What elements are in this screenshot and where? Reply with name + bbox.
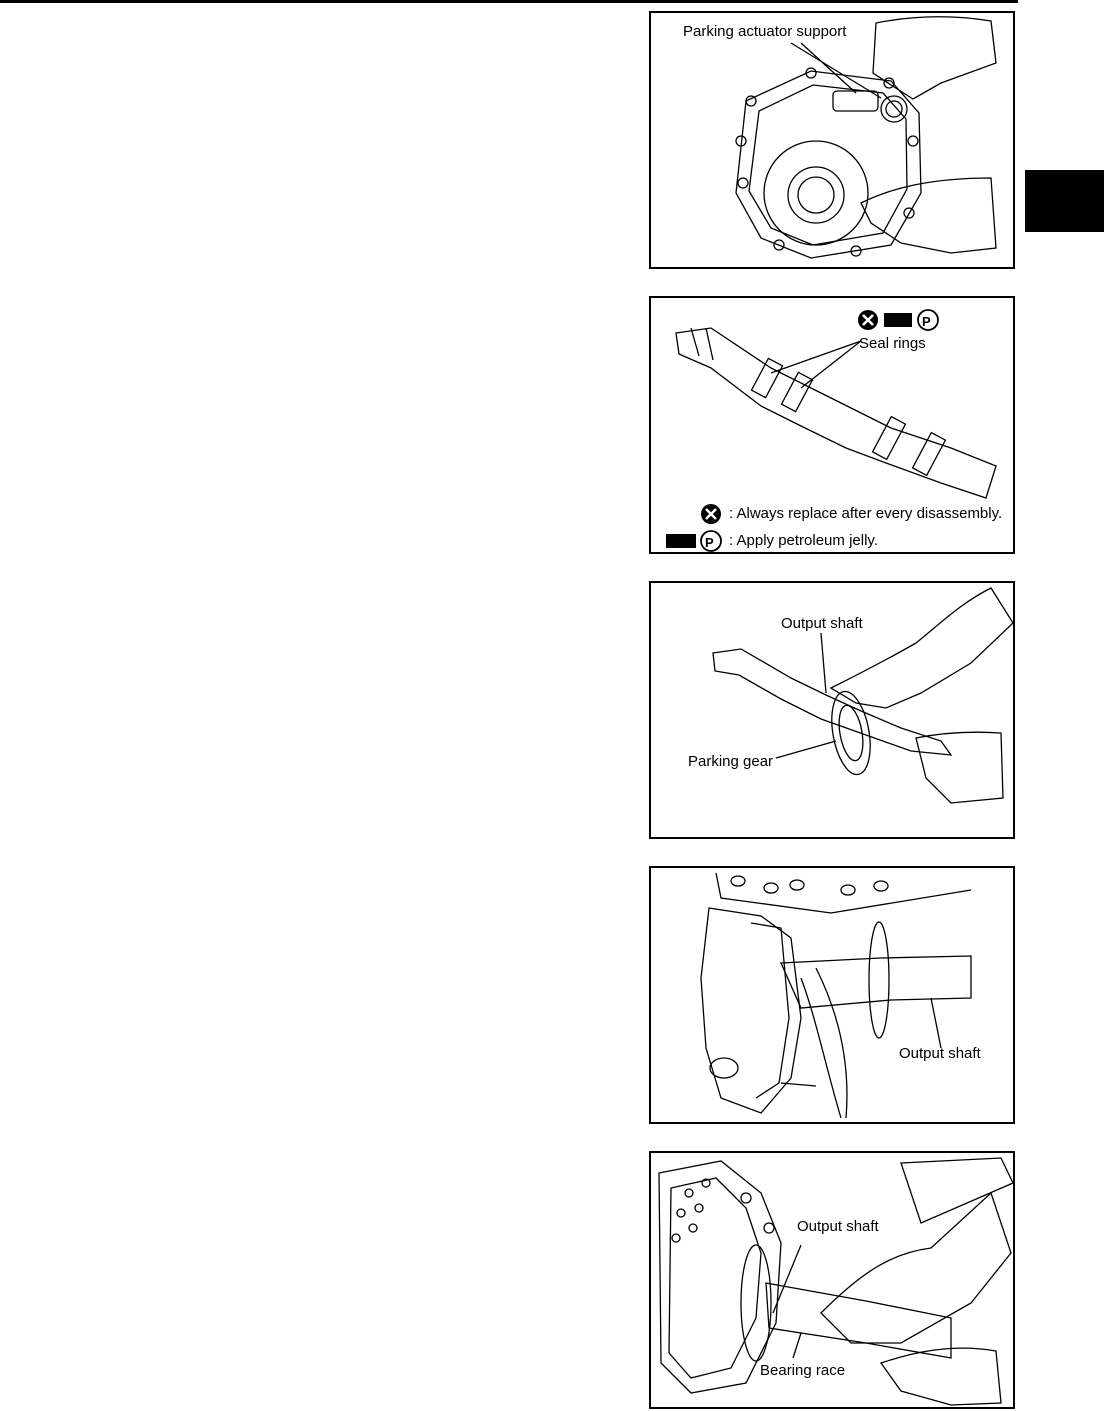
label-output-shaft: Output shaft [797,1218,879,1235]
figure-parking-gear [649,581,1015,839]
figure-output-shaft-install [649,866,1015,1124]
label-output-shaft: Output shaft [781,615,863,632]
label-seal-rings: Seal rings [859,335,926,352]
label-parking-gear: Parking gear [688,753,774,770]
label-output-shaft: Output shaft [899,1045,981,1062]
figure-seal-rings [649,296,1015,554]
label-parking-actuator-support: Parking actuator support [683,23,847,40]
illustration-output-shaft-install [651,868,1015,1124]
figure-parking-actuator-support [649,11,1015,269]
section-index-tab [1025,170,1104,232]
legend-apply-petroleum-jelly: : Apply petroleum jelly. [729,532,878,549]
legend-always-replace: : Always replace after every disassembly. [729,505,1003,522]
illustration-housing [651,13,1015,269]
petroleum-jelly-icon-legend: P [705,535,714,550]
petroleum-jelly-icon: P [922,314,931,329]
figure-bearing-race [649,1151,1015,1409]
header-rule [0,0,1018,3]
label-bearing-race: Bearing race [760,1362,846,1379]
